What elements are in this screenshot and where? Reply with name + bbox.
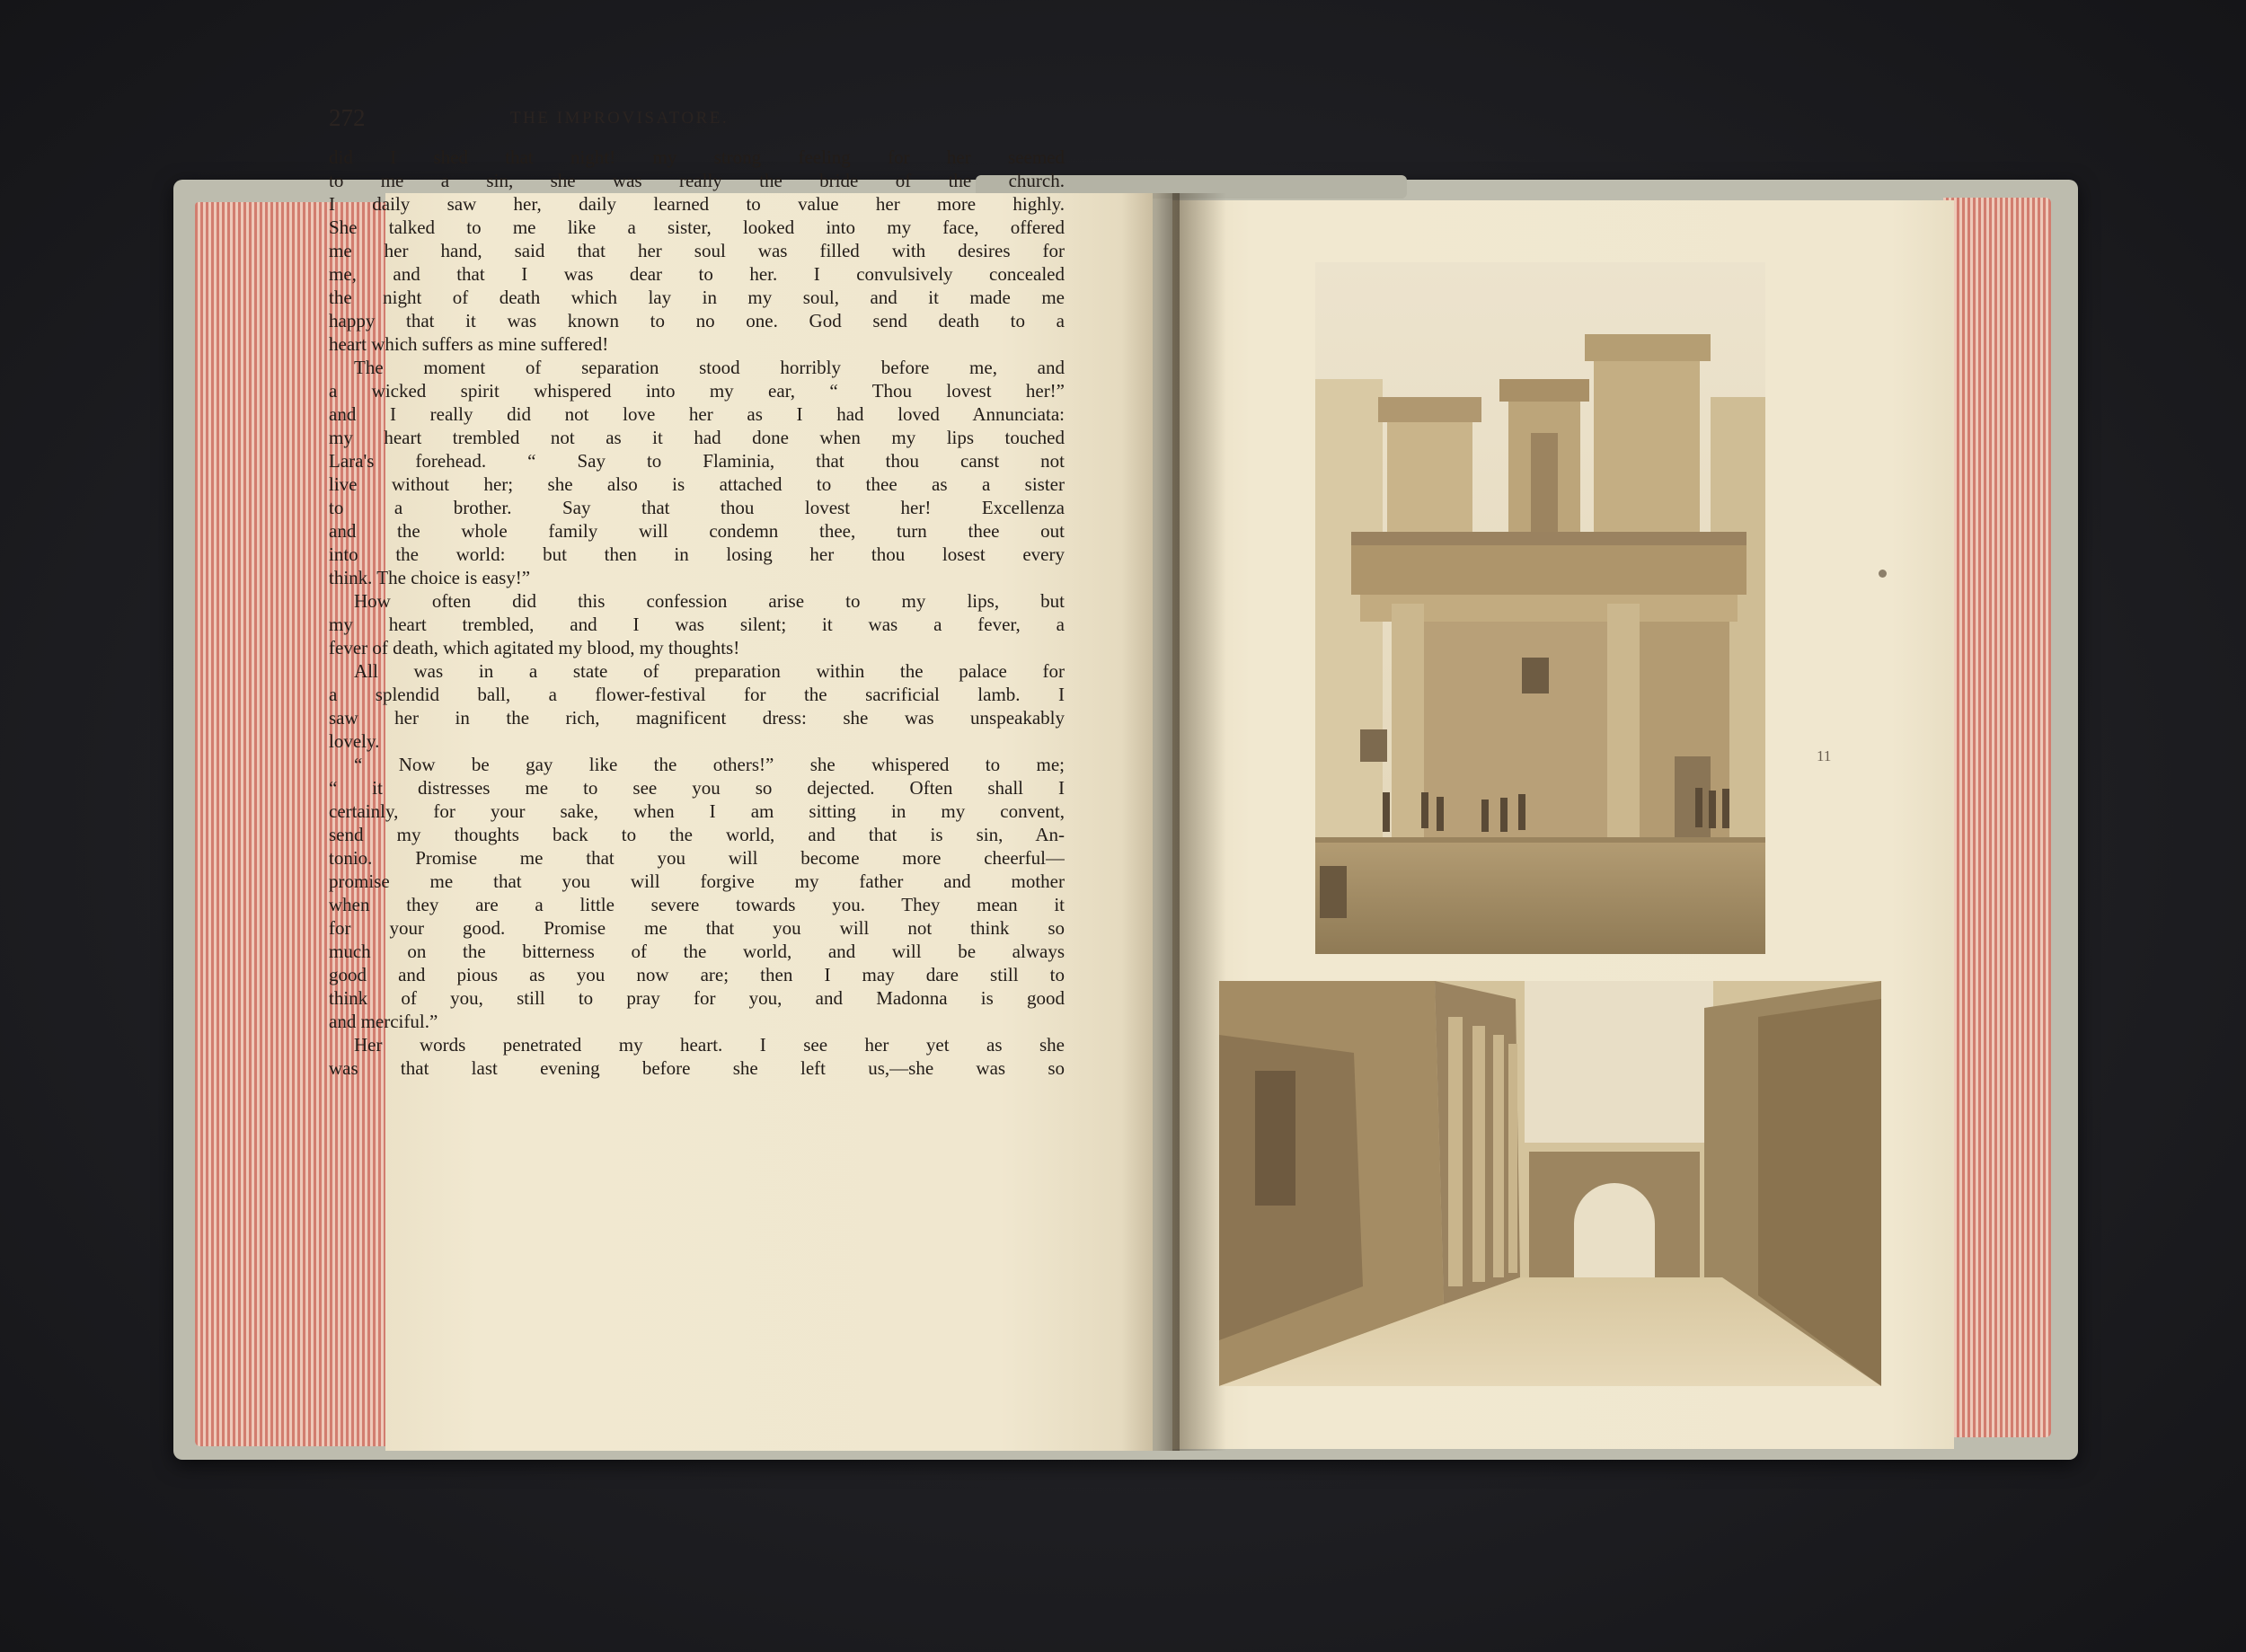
text-line: lovely. xyxy=(329,730,380,752)
text-line: How often did this confession arise to my lips, but xyxy=(354,590,1065,612)
page-body-text xyxy=(329,146,1065,1310)
text-line: Lara's forehead. “ Say to Flaminia, that thou canst not xyxy=(329,450,1065,472)
text-line: All was in a state of preparation within the palace for xyxy=(354,660,1065,682)
text-line: send my thoughts back to the world, and that is sin, An- xyxy=(329,824,1065,845)
text-line: fever of death, which agitated my blood, my thoughts! xyxy=(329,637,740,658)
text-line: a wicked spirit whispered into my ear, “ Thou lovest her!” xyxy=(329,380,1065,402)
text-line: promise me that you will forgive my father and mother xyxy=(329,870,1065,892)
text-line: was that last evening before she left us,—she was so xyxy=(329,1057,1065,1079)
text-line: happy that it was known to no one. God send death to a xyxy=(329,310,1065,331)
text-line: to a brother. Say that thou lovest her! Excellenza xyxy=(329,497,1065,518)
gutter-shadow-left xyxy=(1121,193,1180,1451)
text-line: to me a sin, she was really the bride of the church. xyxy=(329,170,1065,191)
text-line: heart which suffers as mine suffered! xyxy=(329,333,609,355)
page-edges-right xyxy=(1943,198,2051,1437)
photo-street-archway xyxy=(1219,981,1881,1386)
text-line: me her hand, said that her soul was filled with desires for xyxy=(329,240,1065,261)
text-line: “ it distresses me to see you so dejected. Often shall I xyxy=(329,777,1065,799)
text-line: saw her in the rich, magnificent dress: she was unspeakably xyxy=(329,707,1065,729)
text-line: the night of death which lay in my soul, and it made me xyxy=(329,287,1065,308)
photo-ruined-colonnade xyxy=(1315,262,1765,954)
text-line: my heart trembled, and I was silent; it was a fever, a xyxy=(329,614,1065,635)
gutter-shadow-right xyxy=(1172,193,1226,1451)
text-line: The moment of separation stood horribly before me, and xyxy=(354,357,1065,378)
text-line: and I really did not love her as I had loved Annunciata: xyxy=(329,403,1065,425)
text-line: and merciful.” xyxy=(329,1011,438,1032)
paper-spot xyxy=(1879,570,1887,578)
page-number: 272 xyxy=(329,104,366,131)
margin-mark: 11 xyxy=(1817,747,1832,764)
text-line: much on the bitterness of the world, and will be always xyxy=(329,941,1065,962)
text-line: my heart trembled not as it had done when my lips touched xyxy=(329,427,1065,448)
text-line: for your good. Promise me that you will not think so xyxy=(329,917,1065,939)
text-line: a splendid ball, a flower-festival for the sacrificial lamb. I xyxy=(329,684,1065,705)
text-line: think. The choice is easy!” xyxy=(329,567,531,588)
text-line: She talked to me like a sister, looked into my face, offered xyxy=(329,216,1065,238)
text-line: think of you, still to pray for you, and Madonna is good xyxy=(329,987,1065,1009)
text-line: “ Now be gay like the others!” she whispered to me; xyxy=(354,754,1065,775)
text-line: into the world: but then in losing her thou losest every xyxy=(329,543,1065,565)
text-line: Her words penetrated my heart. I see her yet as she xyxy=(354,1034,1065,1056)
text-line: tonio. Promise me that you will become more cheerful— xyxy=(329,847,1065,869)
page-header xyxy=(329,104,1057,140)
text-line: and the whole family will condemn thee, turn thee out xyxy=(329,520,1065,542)
text-line: me, and that I was dear to her. I convulsively concealed xyxy=(329,263,1065,285)
text-line: live without her; she also is attached to thee as a sister xyxy=(329,473,1065,495)
text-line: I daily saw her, daily learned to value her more highly. xyxy=(329,193,1065,215)
running-head: THE IMPROVISATORE. xyxy=(510,109,730,128)
text-line: certainly, for your sake, when I am sitting in my convent, xyxy=(329,800,1065,822)
text-line: good and pious as you now are; then I may dare still to xyxy=(329,964,1065,985)
text-line: did I shed that night! my strong feeling for her seemed xyxy=(329,146,1065,168)
text-line: when they are a little severe towards you. They mean it xyxy=(329,894,1065,915)
